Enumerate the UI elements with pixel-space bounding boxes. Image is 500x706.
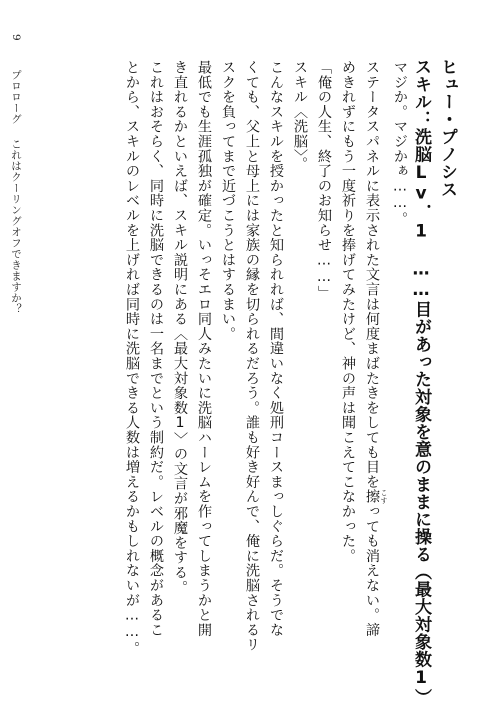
page-number: 9 bbox=[10, 34, 22, 42]
skill-card bbox=[408, 58, 460, 706]
body-line-5: スキル〈洗脳〉。 bbox=[292, 60, 308, 172]
body-line-4: 「俺の人生、終了のお知らせ……」 bbox=[316, 60, 332, 301]
running-head bbox=[4, 34, 28, 454]
body-line-10: き直れるかといえば、スキル説明にある〈最大対象数1〉の文言が邪魔をする。 bbox=[172, 60, 188, 595]
body-line-2: ステータスパネルに表示された文言は何度まばたきをしても目を擦 こすっても消えない。諦 bbox=[364, 60, 388, 638]
body-line-12: とから、スキルのレベルを上げれば同時に洗脳できる人数は増えるかもしれないが……。 bbox=[124, 60, 140, 656]
chapter-label: プロローグ bbox=[10, 69, 22, 125]
body-line-7: くても、父上と母上には家族の縁を切られるだろう。誰も好き好んで、俺に洗脳されるリ bbox=[244, 60, 260, 652]
body-line-6: こんなスキルを授かったと知られれば、間違いなく処刑コースまっしぐらだ。そうでな bbox=[268, 60, 284, 638]
body-line-1: マジか。マジかぁ……。 bbox=[392, 60, 408, 227]
skill-card-skill: スキル：洗脳Lv．1 ……目があった対象を意のままに操る（最大対象数1） bbox=[411, 58, 431, 706]
body-line-11: これはおそらく、同時に洗脳できるのは一名までという制約だ。レベルの概念があるこ bbox=[148, 60, 164, 638]
body-text bbox=[120, 60, 412, 672]
body-line-3: めきれずにもう一度祈りを捧げてみたけど、神の声は聞こえてこなかった。 bbox=[340, 60, 356, 564]
skill-card-name: ヒュー・プノシス bbox=[437, 58, 457, 198]
ruby-reading: こす bbox=[380, 489, 388, 505]
body-line-9: 最低でも生涯孤独が確定。いっそエロ同人みたいに洗脳ハーレムを作ってしまうかと開 bbox=[196, 60, 212, 638]
ruby-annotation: 擦 こす bbox=[364, 489, 388, 505]
chapter-title: これはクーリングオフできますか？ bbox=[10, 138, 22, 315]
body-line-8: スクを負ってまで近づこうとはするまい。 bbox=[220, 60, 236, 342]
